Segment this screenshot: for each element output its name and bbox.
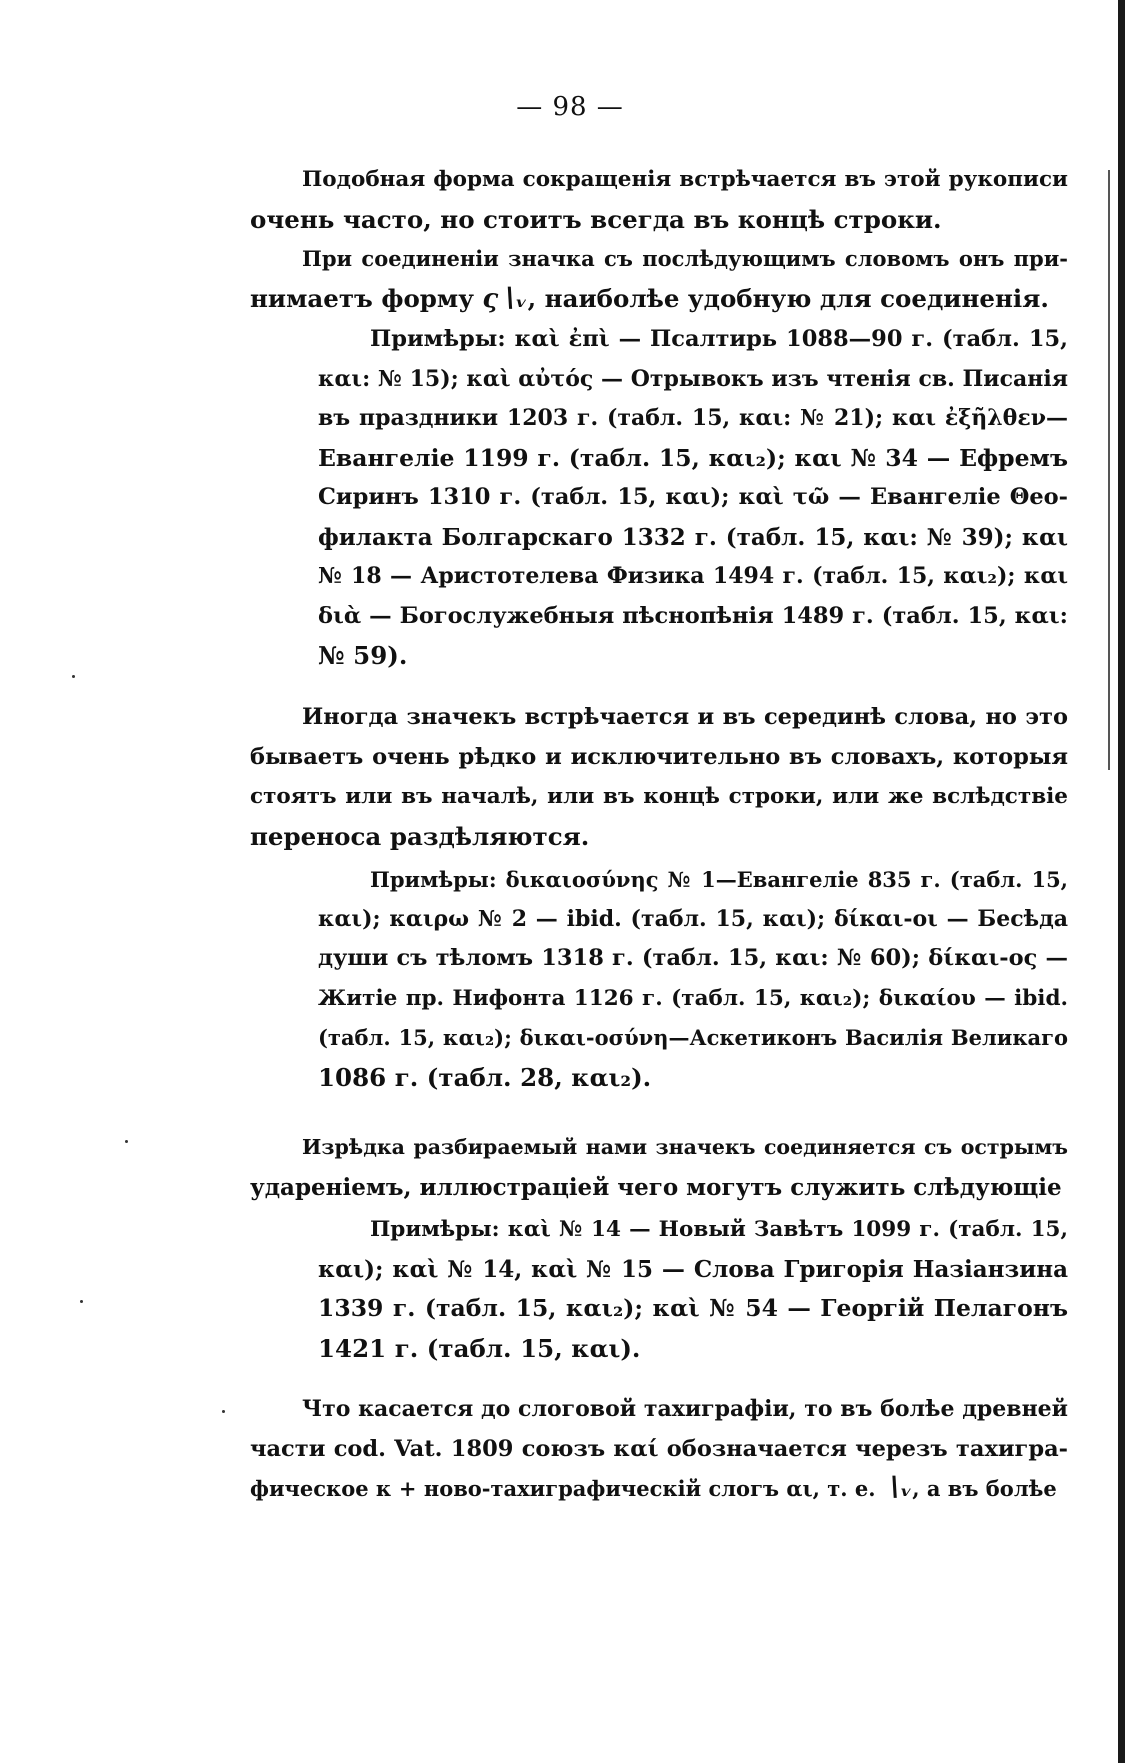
text-line: Сиринъ 1310 г. (табл. 15, και); καὶ τῶ — Евангеліе Θео- <box>318 484 1068 510</box>
paragraph-3 <box>250 1128 1068 1207</box>
text-line: 1086 г. (табл. 28, και₂). <box>318 1062 652 1092</box>
text-line: части cod. Vat. 1809 союзъ καί обозначается черезъ тахигра- <box>250 1435 1068 1462</box>
text-line: стоятъ или въ началѣ, или въ концѣ строки, или же вслѣдствіе <box>250 784 1068 809</box>
text-line: переноса раздѣляются. <box>250 821 590 851</box>
examples-3 <box>318 1210 1068 1368</box>
text-line: № 59). <box>318 641 408 670</box>
text-line: въ праздники 1203 г. (табл. 15, και: № 21); και ἐξῆλθεν— <box>318 405 1068 431</box>
paragraph-1 <box>250 160 1068 319</box>
page-number: — 98 — <box>516 92 624 122</box>
text-line: Примѣры: δικαιοσύνης № 1—Евангеліе 835 г. (табл. 15, <box>370 867 1068 892</box>
text-line: 1421 г. (табл. 15, και). <box>318 1333 641 1363</box>
text-segment: , наиболѣе удобную для соединенія. <box>527 283 1049 313</box>
text-segment: , а въ болѣе <box>912 1476 1057 1501</box>
text-segment: фическое κ + ново-тахиграфическій слогъ αι, т. е. <box>250 1476 876 1501</box>
text-line <box>250 279 1068 320</box>
text-line: Подобная форма сокращенія встрѣчается въ этой рукописи <box>302 167 1068 192</box>
scan-speck <box>72 675 75 678</box>
text-line: και); καιρω № 2 — ibid. (табл. 15, και); δίκαι-οι — Бесѣда <box>318 905 1068 932</box>
text-segment: нимаетъ форму <box>250 283 474 313</box>
text-line: διὰ — Богослужебныя пѣснопѣнія 1489 г. (табл. 15, και: <box>318 602 1068 629</box>
scan-edge-bar <box>1118 0 1125 1763</box>
tachygraphic-sign-icon: ς∖ᵥ <box>482 283 528 314</box>
text-line: και: № 15); καὶ αὐτός — Отрывокъ изъ чтенія св. Писанія <box>318 365 1068 392</box>
scan-speck <box>222 1410 225 1413</box>
scan-edge-line <box>1108 170 1110 770</box>
text-line: Евангеліе 1199 г. (табл. 15, και₂); και № 34 — Ефремъ <box>318 443 1068 472</box>
paragraph-4 <box>250 1390 1068 1509</box>
text-line: και); καὶ № 14, καὶ № 15 — Слова Григорія Назіанзина <box>318 1255 1068 1283</box>
text-line: Примѣры: καὶ № 14 — Новый Завѣтъ 1099 г. (табл. 15, <box>370 1217 1068 1242</box>
scan-speck <box>80 1300 83 1303</box>
text-line <box>250 1469 1068 1509</box>
text-line: очень часто, но стоитъ всегда въ концѣ строки. <box>250 204 942 234</box>
scan-speck <box>125 1140 128 1143</box>
tachygraphic-sign-icon: ∖ᵥ <box>882 1473 913 1503</box>
text-line: Что касается до слоговой тахиграфіи, то въ болѣе древней <box>302 1396 1068 1422</box>
text-line: души съ тѣломъ 1318 г. (табл. 15, και: № 60); δίκαι-ος — <box>318 945 1068 971</box>
text-line: Иногда значекъ встрѣчается и въ серединѣ слова, но это <box>302 704 1068 730</box>
text-line: № 18 — Аристотелева Физика 1494 г. (табл. 15, και₂); και <box>318 563 1068 589</box>
text-line: филакта Болгарскаго 1332 г. (табл. 15, και: № 39); και <box>318 523 1068 551</box>
text-line: 1339 г. (табл. 15, και₂); καὶ № 54 — Георгій Пелагонъ <box>318 1294 1068 1322</box>
text-line: (табл. 15, και₂); δικαι-οσύνη—Аскетиконъ Василія Великаго <box>318 1025 1068 1050</box>
examples-2 <box>318 860 1068 1097</box>
text-line: бываетъ очень рѣдко и исключительно въ словахъ, которыя <box>250 743 1068 770</box>
text-line: удареніемъ, иллюстраціей чего могутъ служить слѣдующіе <box>250 1173 1062 1201</box>
text-line: Примѣры: καὶ ἐπὶ — Псалтирь 1088—90 г. (табл. 15, <box>370 326 1068 352</box>
examples-1 <box>318 320 1068 676</box>
text-line: При соединеніи значка съ послѣдующимъ словомъ онъ при- <box>302 246 1068 271</box>
text-line: Изрѣдка разбираемый нами значекъ соединяется съ острымъ <box>302 1135 1068 1159</box>
paragraph-2 <box>250 698 1068 856</box>
text-line: Житіе пр. Нифонта 1126 г. (табл. 15, και₂); δικαίου — ibid. <box>318 985 1068 1011</box>
